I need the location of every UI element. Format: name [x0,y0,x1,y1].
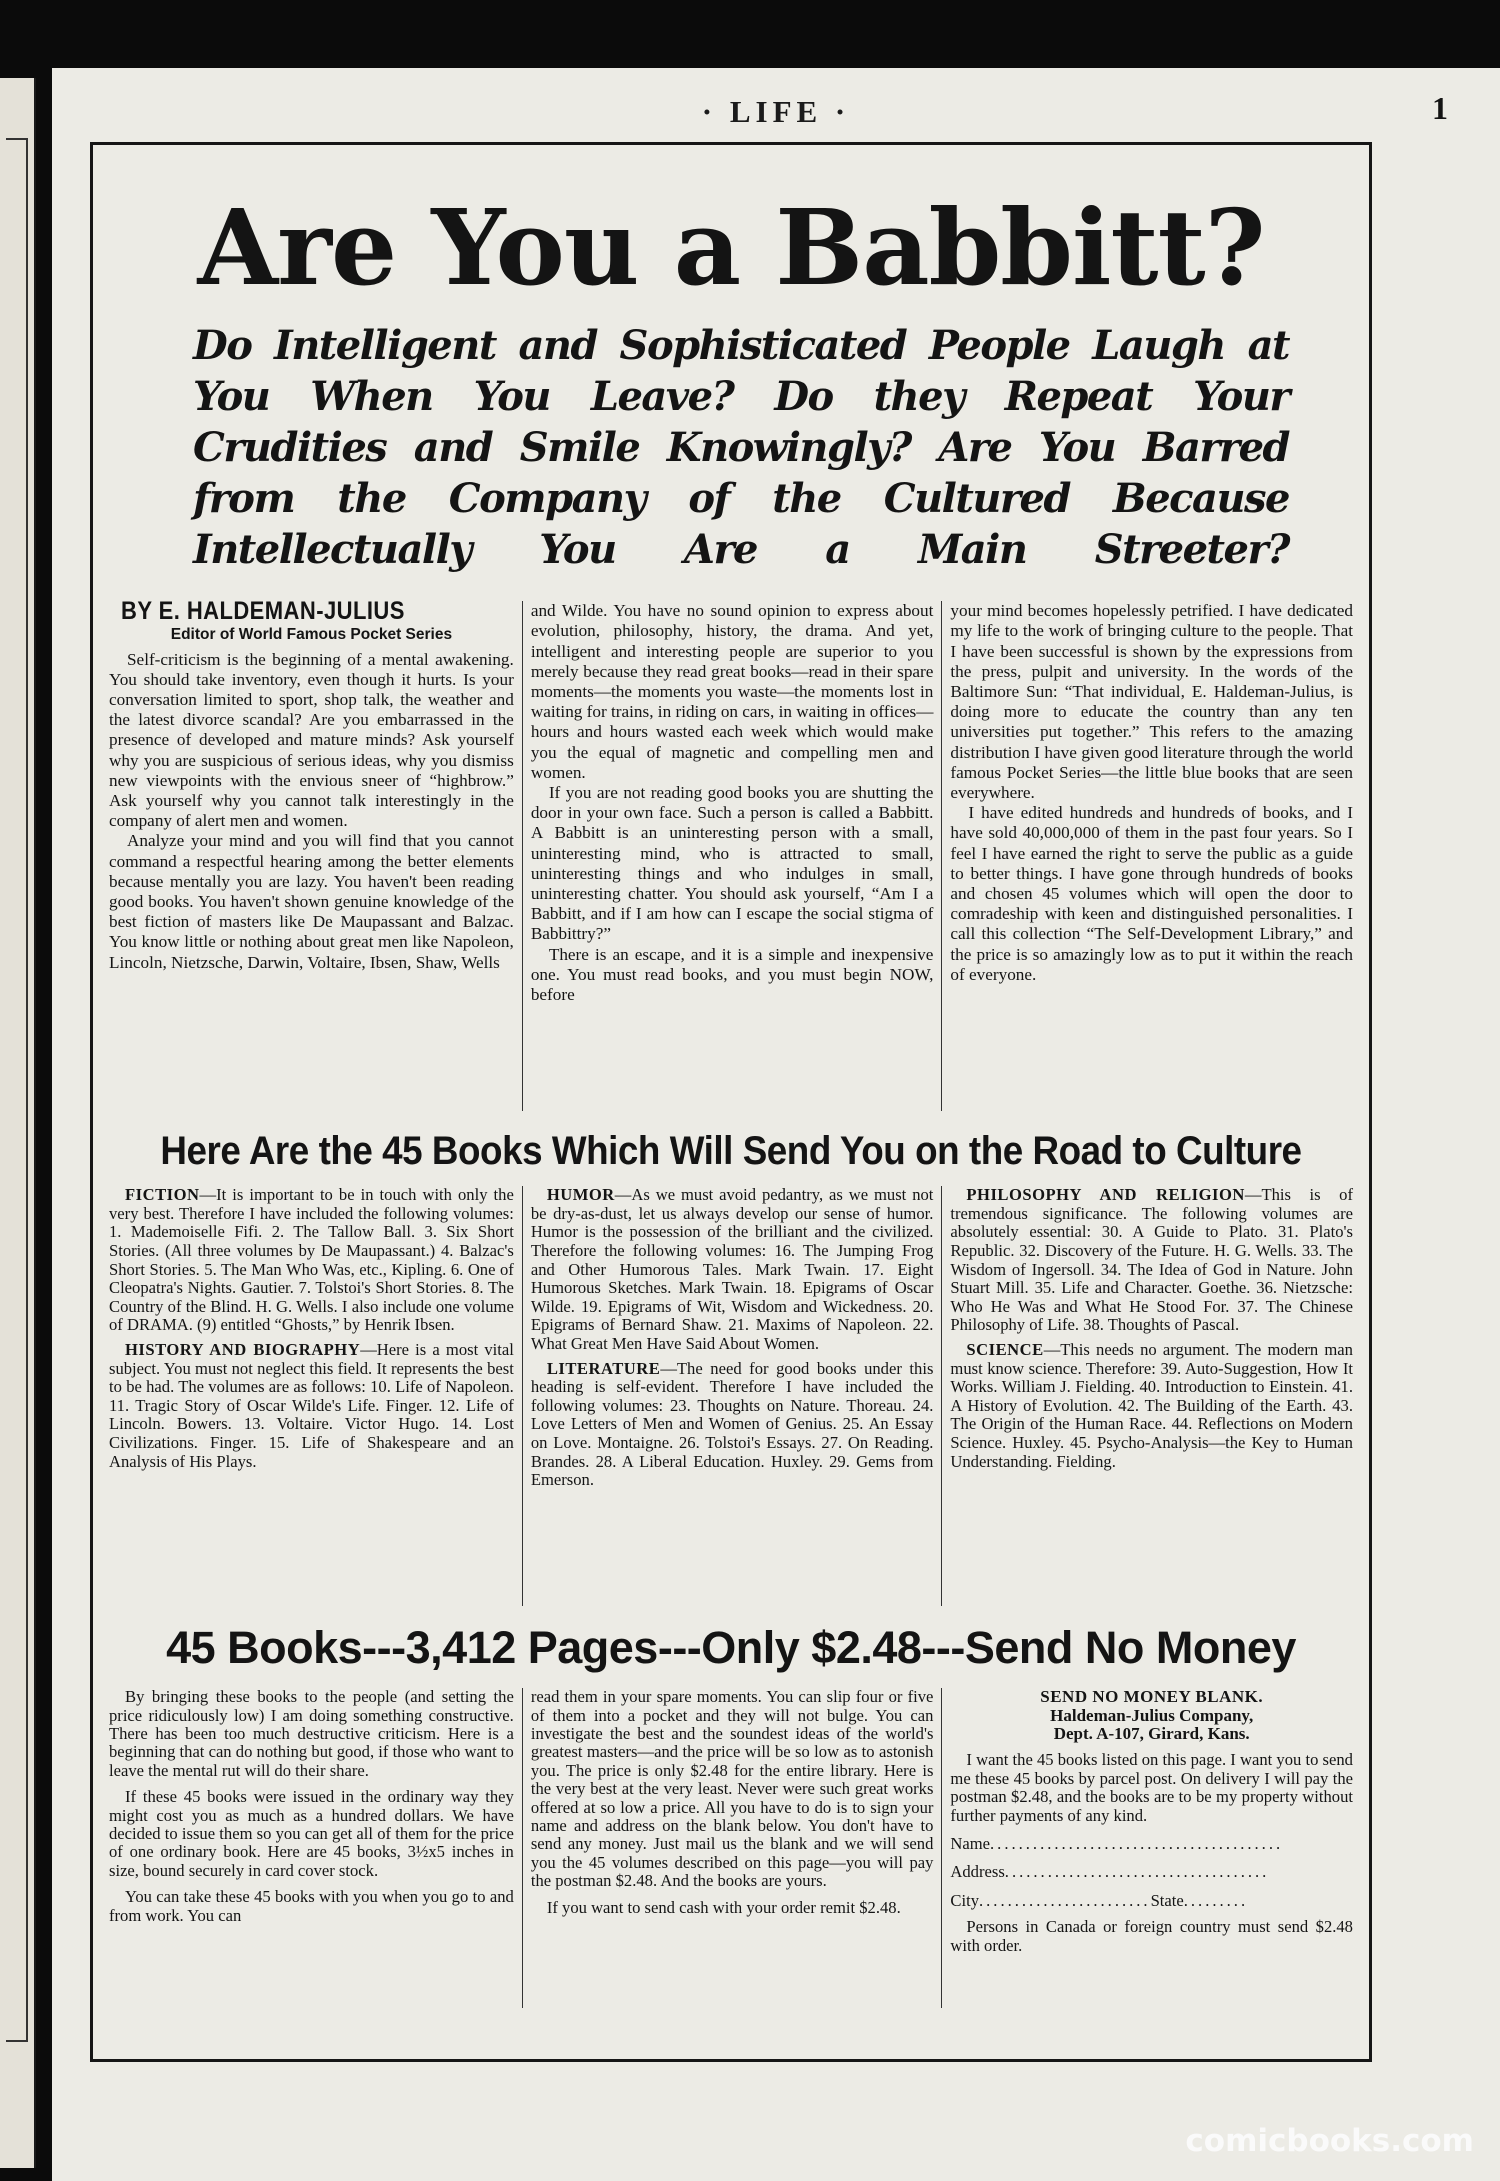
article-paragraph: I have edited hundreds and hundreds of books, and I have sold 40,000,000 of them in the past four years. So I feel I have earned the right to serve the public as a guide to better things. I have gone through hundreds of books and chosen 45 volumes which will open the door to comradeship with keen and distinguished personalities. I call this collection “The Self-Development Library,” and the price is so amazingly low as to put it within the reach of everyone. [950,803,1353,984]
address-field[interactable]: Address..................................... [950,1863,1270,1882]
running-head: · LIFE · [701,94,851,129]
offer-paragraph: read them in your spare moments. You can slip four or five of them into a pocket and they will not bulge. You can investigate the best and the soundest ideas of the world's greatest masters—and the price will be so low as to astonish you. The price is only $2.48 for the entire library. Here is the very best at the very least. Never were such great works offered at so low a price. All you have to do is to sign your name and address on the blank below. You don't have to send any money. Just mail us the blank and we will send you the 45 volumes described on this page—you will pay the postman $2.48. And the books are yours. [530,1687,934,1891]
state-label: State [1150,1891,1184,1910]
category-text: —It is important to be in touch with only the very best. Therefore I have included the following volumes: 1. Mademoiselle Fifi. 2. The Tallow Ball. 3. Six Short Stories. (All three volumes by De Maupassant.) 4. Balzac's Short Stories. 5. The Man Who Was, etc., Kipling. 6. One of Cleopatra's Nights. Gautier. 7. Tolstoi's Short Stories. 8. The Country of the Blind. H. G. Wells. I also include one volume of DRAMA. (9) entitled “Ghosts,” by Henrik Ibsen. [109,1185,514,1335]
city-label: City [950,1891,979,1910]
book-list-columns [101,1186,1361,1606]
order-blank-title: SEND NO MONEY BLANK. [1040,1687,1264,1707]
order-blank-dept: Dept. A-107, Girard, Kans. [1053,1724,1250,1743]
category-text: —The need for good books under this heading is self-evident. Therefore I have included the following volumes: 23. Thoughts on Nature. Thoreau. 24. Love Letters of Men and Women of Genius. 25. An Essay on Love. Montaigne. 26. Tolstoi's Essays. 27. On Reading. Brandes. 28. A Liberal Education. Huxley. 29. Gems from Emerson. [530,1358,934,1490]
category-text: —As we must avoid pedantry, as we must not be dry-as-dust, let us always develop our sense of humor. Humor is the possession of the brilliant and the civilized. Therefore the following volumes: 16. The Jumping Frog and Other Humorous Tales. Mark Twain. 17. Eight Humorous Sketches. Mark Twain. 18. Epigrams of Oscar Wilde. 19. Epigrams of Wit, Wisdom and Wickedness. 20. Epigrams of Bernard Shaw. 21. Maxims of Napoleon. 22. What Great Men Have Said About Women. [530,1185,934,1353]
name-label: Name [950,1835,991,1854]
book-list-column-1 [101,1186,522,1606]
ad-subhead: Do Intelligent and Sophisticated People Laugh at You When You Leave? Do they Repeat Your Crudities and Smile Knowingly? Are You Barred from the Company of the Cultured Because Intellectually You Are a Main Streeter? [193,322,1289,574]
category-humor [531,1186,934,1353]
offer-columns [101,1688,1361,2008]
books-heading: Here Are the 45 Books Which Will Send You on the Road to Culture [160,1129,1302,1174]
magazine-page [52,68,1500,2181]
category-text: —This needs no argument. The modern man must know science. Therefore: 39. Auto-Suggestion, How It Works. William J. Fielding. 40. Introduction to Einstein. 41. A History of Evolution. 42. The Building of the Earth. 43. The Origin of the Human Race. 44. Reflections on Modern Science. Huxley. 45. Psycho-Analysis—the Key to Human Understanding. Fielding. [950,1339,1353,1471]
offer-paragraph: If you want to send cash with your order remit $2.48. [546,1897,901,1917]
order-blank-note: Persons in Canada or foreign country must send $2.48 with order. [950,1917,1353,1955]
offer-column-1 [101,1688,522,2008]
category-label: FICTION [125,1185,200,1205]
category-literature [531,1360,934,1490]
article-column-3 [941,601,1361,1111]
category-label: LITERATURE [546,1358,661,1378]
category-label: HUMOR [546,1185,615,1205]
byline: BY E. HALDEMAN-JULIUS [121,597,405,626]
article-paragraph: There is an escape, and it is a simple and inexpensive one. You must read books, and you must begin NOW, before [530,944,934,1005]
category-fiction [109,1186,514,1335]
article-paragraph: and Wilde. You have no sound opinion to express about evolution, philosophy, history, the drama. And yet, intelligent and interesting people are superior to you merely because they read great books—read in their spare moments—the moments you waste—the moments lost in waiting for trains, in riding on cars, in waiting in offices—hours and hours wasted each week which would make you the equal of magnetic and compelling men and women. [530,601,934,782]
order-blank[interactable] [941,1688,1361,2008]
article-column-1 [101,597,522,1111]
city-state-field[interactable]: City........................State......... [950,1891,1249,1910]
address-label: Address [950,1863,1005,1882]
article-column-2 [522,601,942,1111]
category-philosophy [950,1186,1353,1335]
order-blank-instructions: I want the 45 books listed on this page. I want you to send me these 45 books by parcel post. On delivery I will pay the postman $2.48, and the books are to be my property without further payments of any kind. [950,1750,1353,1825]
ad-headline: Are You a Babbitt? [197,186,1265,309]
name-field[interactable]: Name......................................... [950,1835,1284,1854]
article-paragraph: Self-criticism is the beginning of a mental awakening. You should take inventory, even though it hurts. Is your conversation limited to sport, shop talk, the weather and the latest divorce scandal? Are you embarrassed in the presence of developed and mature minds? Ask yourself why you are suspicious of serious ideas, why you dismiss new viewpoints with the envious sneer of “highbrow.” Ask yourself why you cannot talk interestingly in the company of alert men and women. [109,649,514,831]
offer-heading: 45 Books---3,412 Pages---Only $2.48---Send No Money [166,1622,1296,1674]
article-columns [101,597,1361,1111]
category-label: PHILOSOPHY AND RELIGION [966,1185,1245,1205]
category-science [950,1341,1353,1471]
category-history [109,1341,514,1471]
offer-column-2 [522,1688,942,2008]
offer-paragraph: You can take these 45 books with you when you go to and from work. You can [109,1887,514,1925]
category-label: HISTORY AND BIOGRAPHY [125,1339,361,1359]
order-blank-company: Haldeman-Julius Company, [1050,1705,1254,1725]
byline-title: Editor of World Famous Pocket Series [170,626,453,644]
book-list-column-2 [522,1186,942,1606]
book-list-column-3 [941,1186,1361,1606]
advertisement-frame [90,142,1372,2062]
offer-paragraph: By bringing these books to the people (and setting the price ridiculously low) I am doing something constructive. There has been too much destructive criticism. Here is a beginning that can do nothing but good, if those who want to leave the mental rut will do their share. [109,1687,514,1780]
article-paragraph: Analyze your mind and you will find that you cannot command a respectful hearing among the better elements because mentally you are lazy. You haven't been reading good books. You haven't shown genuine knowledge of the best fiction of masters like De Maupassant and Balzac. You know little or nothing about great men like Napoleon, Lincoln, Nietzsche, Darwin, Voltaire, Ibsen, Shaw, Wells [109,831,514,972]
adjacent-page-edge [0,78,36,2168]
category-label: SCIENCE [966,1339,1044,1359]
offer-paragraph: If these 45 books were issued in the ordinary way they might cost you as much as a hundred dollars. We have decided to issue them so you can get all of them for the price of one ordinary book. Here are 45 books, 3½x5 inches in size, bound securely in card cover stock. [109,1787,514,1880]
category-text: —Here is a most vital subject. You must not neglect this field. It represents the best to be had. The volumes are as follows: 10. Life of Napoleon. 11. Tragic Story of Oscar Wilde's Life. Finger. 12. Life of Lincoln. Bowers. 13. Voltaire. Victor Hugo. 14. Lost Civilizations. Finger. 15. Life of Shakespeare and an Analysis of His Plays. [109,1339,514,1471]
site-watermark: comicbooks.com [1185,2123,1474,2159]
article-paragraph: your mind becomes hopelessly petrified. I have dedicated my life to the work of bringing culture to the people. That I have been successful is shown by the expressions from the press, pulpit and university. In the words of the Baltimore Sun: “That individual, E. Haldeman-Julius, is doing more to educate the country than any ten universities put together.” This refers to the amazing distribution I have given good literature through the world famous Pocket Series—the little blue books that are seen everywhere. [950,601,1353,803]
article-paragraph: If you are not reading good books you are shutting the door in your own face. Such a person is called a Babbitt. A Babbitt is an uninteresting person with a small, uninteresting mind, who is attracted to small, uninteresting things and who indulges in small, uninteresting chatter. You should ask yourself, “Am I a Babbitt, and if I am how can I escape the social stigma of Babbittry?” [530,783,934,944]
page-number: 1 [1432,90,1448,126]
category-text: —This is of tremendous significance. The following volumes are absolutely essential: 30. A Guide to Plato. 31. Plato's Republic. 32. Discovery of the Future. H. G. Wells. 33. The Wisdom of Ingersoll. 34. The Idea of God in Nature. John Stuart Mill. 35. Life and Character. Goethe. 36. Nietzsche: Who He Was and What He Stood For. 37. The Chinese Philosophy of Life. 38. Thoughts of Pascal. [950,1185,1353,1335]
